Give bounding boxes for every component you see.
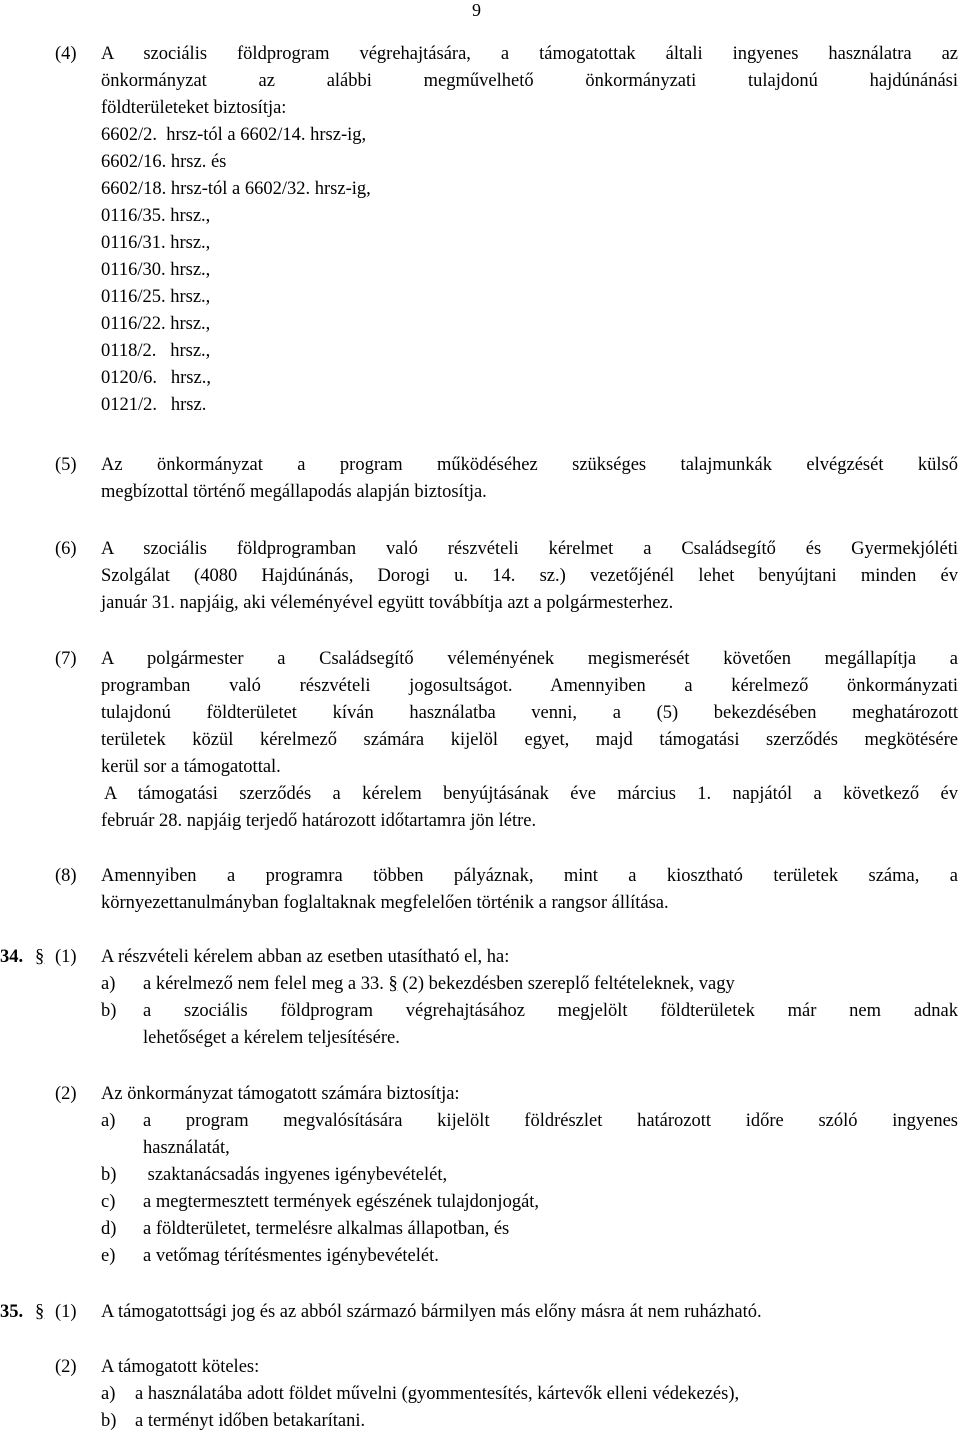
text-line: környezettanulmányban foglaltaknak megfelelően történik a rangsor állítása.: [101, 893, 669, 913]
item-label: b): [101, 1165, 117, 1185]
text-line: programban való részvételi jogosultságot. Amennyiben a kérelmező önkormányzati: [101, 676, 958, 696]
text-line: a terményt időben betakarítani.: [135, 1411, 366, 1431]
paragraph-label: (6): [55, 539, 77, 559]
text-line: Szolgálat (4080 Hajdúnánás, Dorogi u. 14. sz.) vezetőjénél lehet benyújtani minden év: [101, 566, 958, 586]
text-line: a használatába adott földet művelni (gyommentesítés, kártevők elleni védekezés),: [135, 1384, 740, 1404]
text-line: A támogatott köteles:: [101, 1357, 260, 1377]
section-number: 35.: [0, 1302, 24, 1322]
paragraph-label: (4): [55, 44, 77, 64]
text-line: területek közül kérelmező számára kijelöl egyet, majd támogatási szerződés megkötésére: [101, 730, 958, 750]
text-line: használatát,: [143, 1138, 230, 1158]
section-sign: §: [35, 947, 45, 967]
text-line: földterületeket biztosítja:: [101, 98, 287, 118]
item-label: a): [101, 974, 116, 994]
text-line: Az önkormányzat a program működéséhez szükséges talajmunkák elvégzését külső: [101, 455, 958, 475]
text-line: a kérelmező nem felel meg a 33. § (2) bekezdésben szereplő feltételeknek, vagy: [143, 974, 735, 994]
text-line: a megtermesztett termények egészének tulajdonjogát,: [143, 1192, 540, 1212]
parcel-line: 0116/25. hrsz.,: [101, 287, 211, 307]
section-number: 34.: [0, 947, 24, 967]
text-line: Az önkormányzat támogatott számára biztosítja:: [101, 1084, 460, 1104]
item-label: c): [101, 1192, 116, 1212]
text-line: megbízottal történő megállapodás alapján biztosítja.: [101, 482, 487, 502]
text-line: A szociális földprogram végrehajtására, a támogatottak általi ingyenes használatra az: [101, 44, 958, 64]
parcel-line: 0116/30. hrsz.,: [101, 260, 211, 280]
paragraph-label: (1): [55, 1302, 77, 1322]
text-line: a vetőmag térítésmentes igénybevételét.: [143, 1246, 439, 1266]
text-line: január 31. napjáig, aki véleményével együtt továbbítja azt a polgármesterhez.: [101, 593, 674, 613]
paragraph-label: (5): [55, 455, 77, 475]
item-label: e): [101, 1246, 116, 1266]
parcel-line: 6602/16. hrsz. és: [101, 152, 227, 172]
text-line: A szociális földprogramban való részvételi kérelmet a Családsegítő és Gyermekjóléti: [101, 539, 958, 559]
text-line: február 28. napjáig terjedő határozott időtartamra jön létre.: [101, 811, 537, 831]
text-line: A támogatottsági jog és az abból származó bármilyen más előny másra át nem ruházható.: [101, 1302, 762, 1322]
text-line: a földterületet, termelésre alkalmas állapotban, és: [143, 1219, 510, 1239]
page-number: 9: [472, 0, 481, 20]
text-line: A polgármester a Családsegítő véleményének megismerését követően megállapítja a: [101, 649, 958, 669]
section-sign: §: [35, 1302, 45, 1322]
text-line: a szociális földprogram végrehajtásához megjelölt földterületek már nem adnak: [143, 1001, 958, 1021]
text-line: A támogatási szerződés a kérelem benyújtásának éve március 1. napjától a következő év: [104, 784, 958, 804]
item-label: a): [101, 1384, 116, 1404]
parcel-line: 0121/2. hrsz.: [101, 395, 207, 415]
text-line: A részvételi kérelem abban az esetben utasítható el, ha:: [101, 947, 510, 967]
text-line: önkormányzat az alábbi megművelhető önkormányzati tulajdonú hajdúnánási: [101, 71, 958, 91]
text-line: tulajdonú földterületet kíván használatba venni, a (5) bekezdésében meghatározott: [101, 703, 958, 723]
item-label: d): [101, 1219, 117, 1239]
parcel-line: 0120/6. hrsz.,: [101, 368, 211, 388]
paragraph-label: (1): [55, 947, 77, 967]
section-sign: §: [388, 974, 398, 994]
text-line: Amennyiben a programra többen pályáznak, mint a kiosztható területek száma, a: [101, 866, 958, 886]
text-line: kerül sor a támogatottal.: [101, 757, 281, 777]
parcel-line: 0118/2. hrsz.,: [101, 341, 211, 361]
parcel-line: 6602/18. hrsz-tól a 6602/32. hrsz-ig,: [101, 179, 371, 199]
item-label: b): [101, 1411, 117, 1431]
paragraph-label: (2): [55, 1357, 77, 1377]
paragraph-label: (2): [55, 1084, 77, 1104]
parcel-line: 0116/22. hrsz.,: [101, 314, 211, 334]
parcel-line: 0116/35. hrsz.,: [101, 206, 211, 226]
text-line: a program megvalósítására kijelölt földrészlet határozott időre szóló ingyenes: [143, 1111, 958, 1131]
parcel-line: 0116/31. hrsz.,: [101, 233, 211, 253]
paragraph-label: (8): [55, 866, 77, 886]
item-label: a): [101, 1111, 116, 1131]
text-line: lehetőséget a kérelem teljesítésére.: [143, 1028, 400, 1048]
item-label: b): [101, 1001, 117, 1021]
paragraph-label: (7): [55, 649, 77, 669]
parcel-line: 6602/2. hrsz-tól a 6602/14. hrsz-ig,: [101, 125, 367, 145]
text-line: szaktanácsadás ingyenes igénybevételét,: [143, 1165, 448, 1185]
